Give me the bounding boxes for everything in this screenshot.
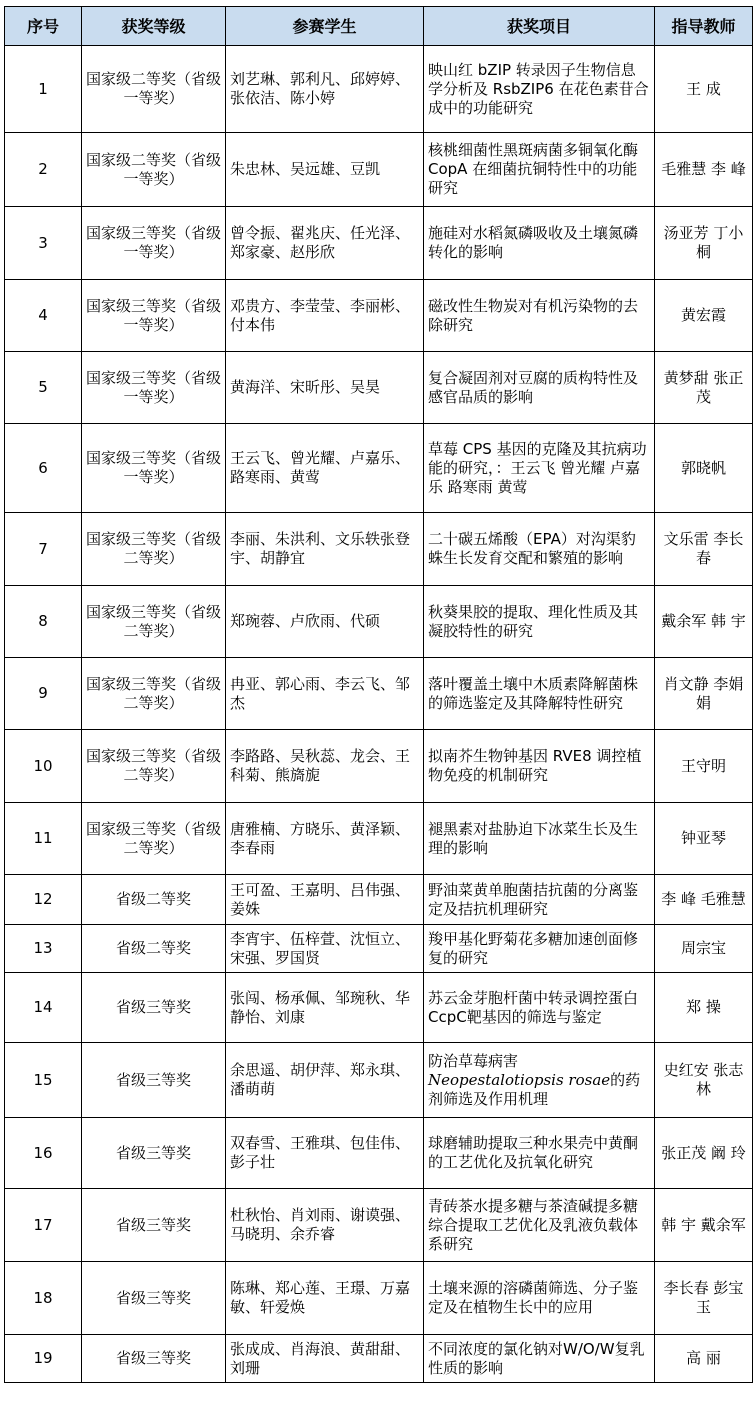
cell-project: 核桃细菌性黑斑病菌多铜氧化酶 CopA 在细菌抗铜特性中的功能研究 (424, 133, 655, 207)
cell-students: 冉亚、郭心雨、李云飞、邹杰 (226, 658, 424, 730)
cell-project: 球磨辅助提取三种水果壳中黄酮的工艺优化及抗氧化研究 (424, 1118, 655, 1189)
cell-advisor: 高 丽 (655, 1335, 753, 1383)
cell-award-level: 国家级三等奖（省级二等奖） (82, 513, 226, 586)
cell-project: 褪黑素对盐胁迫下冰菜生长及生理的影响 (424, 803, 655, 875)
cell-award-level: 省级二等奖 (82, 875, 226, 925)
cell-project: 拟南芥生物钟基因 RVE8 调控植物免疫的机制研究 (424, 730, 655, 803)
cell-advisor: 文乐雷 李长春 (655, 513, 753, 586)
cell-project (424, 1043, 655, 1118)
cell-students: 陈琳、郑心莲、王璟、万嘉敏、轩爱焕 (226, 1262, 424, 1335)
header-index: 序号 (5, 7, 82, 46)
species-name: Neopestalotiopsis rosae (428, 1070, 611, 1089)
cell-project: 羧甲基化野菊花多糖加速创面修复的研究 (424, 925, 655, 973)
cell-project: 磁改性生物炭对有机污染物的去除研究 (424, 280, 655, 352)
cell-project: 二十碳五烯酸（EPA）对沟渠豹蛛生长发育交配和繁殖的影响 (424, 513, 655, 586)
cell-index: 5 (5, 352, 82, 424)
cell-award-level: 省级三等奖 (82, 1335, 226, 1383)
header-students: 参赛学生 (226, 7, 424, 46)
table-row (5, 424, 753, 513)
table-row (5, 46, 753, 133)
cell-award-level: 国家级三等奖（省级一等奖） (82, 280, 226, 352)
table-row (5, 1335, 753, 1383)
cell-award-level: 省级三等奖 (82, 1262, 226, 1335)
cell-advisor: 张正茂 阚 玲 (655, 1118, 753, 1189)
cell-award-level: 国家级三等奖（省级二等奖） (82, 730, 226, 803)
cell-project: 野油菜黄单胞菌拮抗菌的分离鉴定及拮抗机理研究 (424, 875, 655, 925)
header-row (5, 7, 753, 46)
cell-students: 唐雅楠、方晓乐、黄泽颖、李春雨 (226, 803, 424, 875)
table-row (5, 1189, 753, 1262)
cell-students: 李丽、朱洪利、文乐轶张登宇、胡静宜 (226, 513, 424, 586)
cell-advisor: 郭晓帆 (655, 424, 753, 513)
header-project: 获奖项目 (424, 7, 655, 46)
cell-index: 11 (5, 803, 82, 875)
cell-students: 张闯、杨承佩、邹琬秋、华静怡、刘康 (226, 973, 424, 1043)
cell-students: 黄海洋、宋昕彤、吴昊 (226, 352, 424, 424)
cell-students: 李路路、吴秋蕊、龙会、王科菊、熊旖旎 (226, 730, 424, 803)
cell-index: 13 (5, 925, 82, 973)
cell-advisor: 钟亚琴 (655, 803, 753, 875)
awards-table (4, 6, 753, 1383)
cell-students: 邓贵方、李莹莹、李丽彬、付本伟 (226, 280, 424, 352)
table-row (5, 207, 753, 280)
table-row (5, 133, 753, 207)
cell-award-level: 国家级三等奖（省级二等奖） (82, 586, 226, 658)
cell-advisor: 韩 宇 戴余军 (655, 1189, 753, 1262)
cell-advisor: 汤亚芳 丁小桐 (655, 207, 753, 280)
cell-index: 19 (5, 1335, 82, 1383)
cell-students: 李宵宇、伍梓萱、沈恒立、宋强、罗国贤 (226, 925, 424, 973)
cell-project: 草莓 CPS 基因的克隆及其抗病功能的研究，：王云飞 曾光耀 卢嘉乐 路寒雨 黄莺 (424, 424, 655, 513)
cell-advisor: 王 成 (655, 46, 753, 133)
cell-advisor: 李 峰 毛雅慧 (655, 875, 753, 925)
cell-students: 郑琬蓉、卢欣雨、代硕 (226, 586, 424, 658)
cell-index: 10 (5, 730, 82, 803)
cell-project: 落叶覆盖土壤中木质素降解菌株的筛选鉴定及其降解特性研究 (424, 658, 655, 730)
cell-award-level: 省级二等奖 (82, 925, 226, 973)
cell-students: 张成成、肖海浪、黄甜甜、刘珊 (226, 1335, 424, 1383)
cell-index: 4 (5, 280, 82, 352)
table-row (5, 1262, 753, 1335)
table-row (5, 352, 753, 424)
header-advisor: 指导教师 (655, 7, 753, 46)
cell-award-level: 国家级三等奖（省级一等奖） (82, 207, 226, 280)
cell-advisor: 王守明 (655, 730, 753, 803)
cell-award-level: 省级三等奖 (82, 1189, 226, 1262)
cell-project: 土壤来源的溶磷菌筛选、分子鉴定及在植物生长中的应用 (424, 1262, 655, 1335)
cell-advisor: 毛雅慧 李 峰 (655, 133, 753, 207)
cell-award-level: 省级三等奖 (82, 1043, 226, 1118)
cell-advisor: 肖文静 李娟娟 (655, 658, 753, 730)
table-row (5, 973, 753, 1043)
cell-advisor: 郑 操 (655, 973, 753, 1043)
cell-index: 17 (5, 1189, 82, 1262)
cell-students: 曾令振、翟兆庆、任光泽、郑家豪、赵彤欣 (226, 207, 424, 280)
cell-index: 7 (5, 513, 82, 586)
cell-advisor: 戴余军 韩 宇 (655, 586, 753, 658)
cell-award-level: 国家级三等奖（省级一等奖） (82, 352, 226, 424)
cell-index: 12 (5, 875, 82, 925)
cell-project: 不同浓度的氯化钠对W/O/W复乳性质的影响 (424, 1335, 655, 1383)
cell-advisor: 黄宏霞 (655, 280, 753, 352)
cell-award-level: 国家级二等奖（省级一等奖） (82, 133, 226, 207)
table-row (5, 280, 753, 352)
cell-project: 映山红 bZIP 转录因子生物信息学分析及 RsbZIP6 在花色素苷合成中的功能研究 (424, 46, 655, 133)
project-text: 的药剂筛选及作用机理 (428, 1070, 641, 1108)
cell-index: 16 (5, 1118, 82, 1189)
cell-students: 朱忠林、吴远雄、豆凯 (226, 133, 424, 207)
cell-index: 18 (5, 1262, 82, 1335)
table-row (5, 925, 753, 973)
header-award-level: 获奖等级 (82, 7, 226, 46)
cell-award-level: 国家级三等奖（省级二等奖） (82, 658, 226, 730)
cell-project: 秋葵果胶的提取、理化性质及其凝胶特性的研究 (424, 586, 655, 658)
cell-students: 王可盈、王嘉明、吕伟强、姜姝 (226, 875, 424, 925)
cell-advisor: 史红安 张志林 (655, 1043, 753, 1118)
table-row (5, 803, 753, 875)
cell-students: 刘艺琳、郭利凡、邱婷婷、张依洁、陈小婷 (226, 46, 424, 133)
project-text: 防治草莓病害 (428, 1051, 519, 1070)
cell-award-level: 国家级三等奖（省级二等奖） (82, 803, 226, 875)
cell-advisor: 黄梦甜 张正茂 (655, 352, 753, 424)
cell-index: 6 (5, 424, 82, 513)
table-row (5, 586, 753, 658)
cell-index: 9 (5, 658, 82, 730)
cell-award-level: 国家级三等奖（省级一等奖） (82, 424, 226, 513)
cell-index: 14 (5, 973, 82, 1043)
table-row (5, 1118, 753, 1189)
table-row (5, 875, 753, 925)
cell-index: 1 (5, 46, 82, 133)
cell-award-level: 省级三等奖 (82, 1118, 226, 1189)
cell-index: 15 (5, 1043, 82, 1118)
cell-index: 3 (5, 207, 82, 280)
cell-students: 王云飞、曾光耀、卢嘉乐、路寒雨、黄莺 (226, 424, 424, 513)
cell-advisor: 李长春 彭宝玉 (655, 1262, 753, 1335)
cell-project: 苏云金芽胞杆菌中转录调控蛋白CcpC靶基因的筛选与鉴定 (424, 973, 655, 1043)
table-row (5, 513, 753, 586)
cell-project: 施硅对水稻氮磷吸收及土壤氮磷转化的影响 (424, 207, 655, 280)
cell-award-level: 国家级二等奖（省级一等奖） (82, 46, 226, 133)
cell-students: 双春雪、王雅琪、包佳伟、彭子壮 (226, 1118, 424, 1189)
table-row (5, 658, 753, 730)
cell-students: 杜秋怡、肖刘雨、谢谟强、马晓玥、余乔睿 (226, 1189, 424, 1262)
table-row (5, 1043, 753, 1118)
cell-index: 8 (5, 586, 82, 658)
cell-project: 复合凝固剂对豆腐的质构特性及感官品质的影响 (424, 352, 655, 424)
cell-project: 青砖茶水提多糖与茶渣碱提多糖综合提取工艺优化及乳液负载体系研究 (424, 1189, 655, 1262)
cell-students: 余思遥、胡伊萍、郑永琪、潘萌萌 (226, 1043, 424, 1118)
cell-index: 2 (5, 133, 82, 207)
cell-award-level: 省级三等奖 (82, 973, 226, 1043)
table-row (5, 730, 753, 803)
cell-advisor: 周宗宝 (655, 925, 753, 973)
